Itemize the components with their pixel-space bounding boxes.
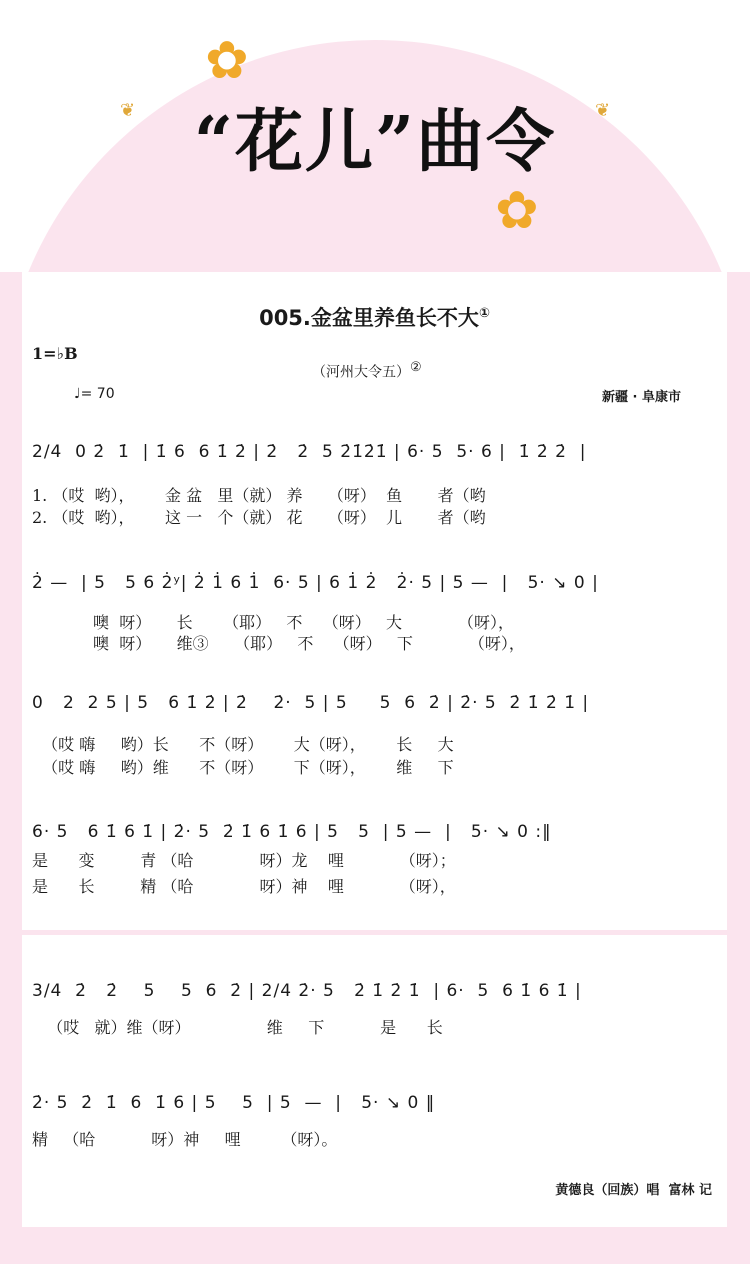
notation-line: 2/4 0 2̇ 1̇ | 1̇ 6 6 1̇ 2̇ | 2̇ 2̇ 5 2̇1̇2̇1̇ | 6· 5 5· 6 | 1̇ 2̇ 2̇ | — [32, 442, 587, 462]
lyric-line: 1. （哎 哟）， 金 盆 里（就） 养 （呀） 鱼 者（哟 — [32, 486, 486, 505]
leaf-sprig-icon: ❦ — [120, 100, 136, 121]
page-divider — [22, 931, 727, 934]
score-page-1 — [22, 272, 727, 930]
song-subtitle: （河州大令五）② — [312, 360, 422, 381]
leaf-sprig-icon: ❦ — [595, 100, 611, 121]
flower-icon: ✿ — [205, 31, 249, 91]
banner — [0, 0, 750, 272]
tempo-mark: ♩= 70 — [74, 386, 115, 402]
notation-line: 2̇· 5 2̇ 1̇ 6 1̇ 6 | 5 5 | 5 — | 5· ↘ 0 ‖ — [32, 1093, 436, 1113]
notation-line: 6· 5 6 1̇ 6 1̇ | 2̇· 5 2̇ 1̇ 6 1̇ 6 | 5 5 | 5 — | 5· ↘ 0 :‖ — [32, 822, 552, 842]
lyric-line: 噢 呀） 维③ （耶） 不 （呀） 下 （呀）， — [32, 634, 525, 653]
lyric-line: （哎 嗨 哟）维 不（呀） 下（呀）， 维 下 — [32, 758, 454, 777]
notation-line: 3/4 2̇ 2̇ 5 5 6 2̇ | 2/4 2̇· 5 2̇ 1̇ 2̇ 1̇ | 6· 5 6 1̇ 6 1̇ | — [32, 981, 582, 1001]
key-signature: 1=♭B — [32, 344, 78, 363]
lyric-line: 是 长 精 （哈 呀）神 哩 （呀）， — [32, 877, 456, 896]
notation-line: 0 2 2 5 | 5 6 1̇ 2̇ | 2̇ 2̇· 5 | 5 5 6 2̇ | 2̇· 5 2̇ 1̇ 2̇ 1̇ | — [32, 693, 590, 713]
lyric-line: （哎 就）维（呀） 维 下 是 长 — [32, 1018, 443, 1037]
lyric-line: （哎 嗨 哟）长 不（呀） 大（呀）， 长 大 — [32, 735, 454, 754]
credit-line: 黄德良（回族）唱 富林 记 — [555, 1183, 712, 1198]
flower-icon: ✿ — [495, 181, 539, 241]
song-title: 005.金盆里养鱼长不大① — [259, 306, 490, 330]
lyric-line: 是 变 青 （哈 呀）龙 哩 （呀）； — [32, 851, 456, 870]
score-page-2 — [22, 935, 727, 1227]
lyric-line: 2. （哎 哟）， 这 一 个（就） 花 （呀） 儿 者（哟 — [32, 508, 486, 527]
region-label: 新疆 · 阜康市 — [602, 390, 681, 405]
lyric-line: 精 （哈 呀）神 哩 （呀）。 — [32, 1130, 338, 1149]
notation-line: 2̇ — | 5 5 6 2̇ʸ| 2̇ 1̇ 6 1̇ 6· 5 | 6 1̇ 2̇ 2̇· 5 | 5 — | 5· ↘ 0 | — [32, 573, 599, 593]
banner-title: “花儿”曲令 — [193, 102, 557, 182]
lyric-line: 噢 呀） 长 （耶） 不 （呀） 大 （呀）， — [32, 613, 514, 632]
